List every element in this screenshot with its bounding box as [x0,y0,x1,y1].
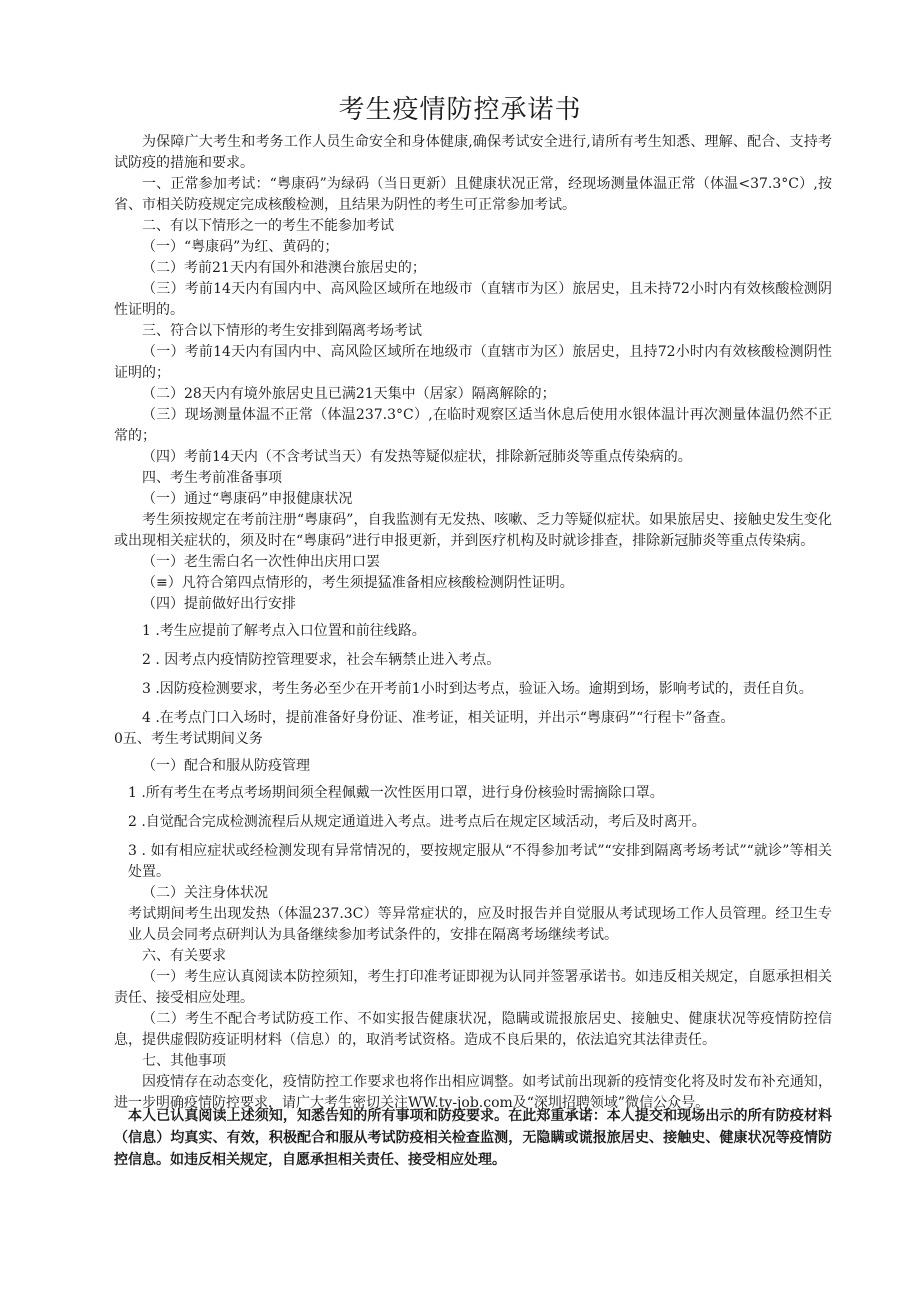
section-3-heading: 三、符合以下情形的考生安排到隔离考场考试 [142,323,422,339]
section-4-item-1-heading: （一）通过“粤康码”申报健康状况 [142,491,353,507]
section-2-heading: 二、有以下情形之一的考生不能参加考试 [142,218,394,234]
section-4-sub-4: 4 .在考点门口入场时，提前准备好身份证、准考证，相关证明，并出示“粤康码”“行程卡”备查。 [142,710,735,726]
section-6-item-2: （二）考生不配合考试防疫工作、不如实报告健康状况，隐瞒或谎报旅居史、接触史、健康状况等疫情防控信息，提供虚假防疫证明材料（信息）的，取消考试资格。造成不良后果的，依法追究其法律责任。 [114,1011,832,1048]
section-5-sub-2: 2 .自觉配合完成检测流程后从规定通道进入考点。进考点后在规定区域活动，考后及时离开。 [128,814,706,830]
section-5-item-2-heading: （二）关注身体状况 [142,885,268,901]
pledge-statement: 本人已认真阅读上述须知，知悉告知的所有事项和防疫要求。在此郑重承诺：本人提交和现场出示的所有防疫材料（信息）均真实、有效，积极配合和服从考试防疫相关检查监测，无隐瞒或谎报旅居史、接触史、健康状况等疫情防控信息。如违反相关规定，自愿承担相关责任、接受相应处理。 [114,1108,832,1168]
section-6-heading: 六、有关要求 [142,948,226,964]
section-4-item-1-body: 考生须按规定在考前注册“粤康码”，自我监测有无发热、咳嗽、乏力等疑似症状。如果旅居史、接触史发生变化或出现相关症状的，须及时在“粤康码”进行申报更新，并到医疗机构及时就诊排查，排除新冠肺炎等重点传染病。 [114,512,832,549]
section-5-sub-1: 1 .所有考生在考点考场期间须全程佩戴一次性医用口罩，进行身份核验时需摘除口罩。 [128,785,664,801]
section-2-item-1: （一）“粤康码”为红、黄码的； [142,239,339,255]
notice-body [114,132,832,1114]
section-1-normal-exam: 一、正常参加考试：“粤康码”为绿码（当日更新）且健康状况正常，经现场测量体温正常（体温<37.3°C）,按省、市相关防疫规定完成核酸检测，且结果为阴性的考生可正常参加考试。 [114,176,832,213]
section-4-sub-3: 3 .因防疫检测要求，考生务必至少在开考前1小时到达考点，验证入场。逾期到场，影响考试的，责任自负。 [142,681,813,697]
section-4-item-2: （一）老生需白名一次性伸出庆用口罢 [142,554,380,570]
section-5-item-2-body: 考试期间考生出现发热（体温237.3C）等异常症状的，应及时报告并自觉服从考试现场工作人员管理。经卫生专业人员会同考点研判认为具备继续参加考试条件的，安排在隔离考场继续考试。 [128,906,832,943]
section-5-item-1-heading: （一）配合和服从防疫管理 [142,758,310,774]
section-3-item-2: （二）28天内有境外旅居史且已满21天集中（居家）隔离解除的； [142,386,556,402]
section-4-sub-2: 2 . 因考点内疫情防控管理要求，社会车辆禁止进入考点。 [142,652,501,668]
section-2-item-3: （三）考前14天内有国内中、高风险区域所在地级市（直辖市为区）旅居史，且未持72小时内有效核酸检测阴性证明的。 [114,281,832,318]
section-3-item-4: （四）考前14天内（不含考试当天）有发热等疑似症状，排除新冠肺炎等重点传染病的。 [142,449,692,465]
section-2-item-2: （二）考前21天内有国外和港澳台旅居史的； [142,260,426,276]
intro-paragraph: 为保障广大考生和考务工作人员生命安全和身体健康,确保考试安全进行,请所有考生知悉、理解、配合、支持考试防疫的措施和要求。 [114,134,832,171]
section-4-item-4-heading: （四）提前做好出行安排 [142,596,296,612]
section-6-item-1: （一）考生应认真阅读本防控须知，考生打印准考证即视为认同并签署承诺书。如违反相关规定，自愿承担相关责任、接受相应处理。 [114,969,832,1006]
section-5-heading: 0五、考生考试期间义务 [114,731,263,747]
section-5-sub-3: 3 . 如有相应症状或经检测发现有异常情况的，要按规定服从“不得参加考试”“安排到隔离考场考试”“就诊”等相关处置。 [128,843,832,880]
section-7-heading: 七、其他事项 [142,1053,226,1069]
section-3-item-3: （三）现场测量体温不正常（体温237.3°C）,在临时观察区适当休息后使用水银体温计再次测量体温仍然不正常的； [114,407,832,444]
document-title: 考生疫情防控承诺书 [338,95,582,126]
section-7-body: 因疫情存在动态变化，疫情防控工作要求也将作出相应调整。如考试前出现新的疫情变化将及时发布补充通知，进一步明确疫情防控要求，请广大考生密切关注WW.ty-job.com及“深圳招聘领域”微信公众号。 [114,1074,832,1111]
section-4-item-3: （≡）凡符合第四点情形的，考生须提猛准备相应核酸检测阴性证明。 [142,575,574,591]
section-4-sub-1: 1 .考生应提前了解考点入口位置和前往线路。 [142,623,426,639]
section-4-heading: 四、考生考前准备事项 [142,470,282,486]
section-3-item-1: （一）考前14天内有国内中、高风险区域所在地级市（直辖市为区）旅居史，且持72小时内有效核酸检测阴性证明的； [114,344,832,381]
